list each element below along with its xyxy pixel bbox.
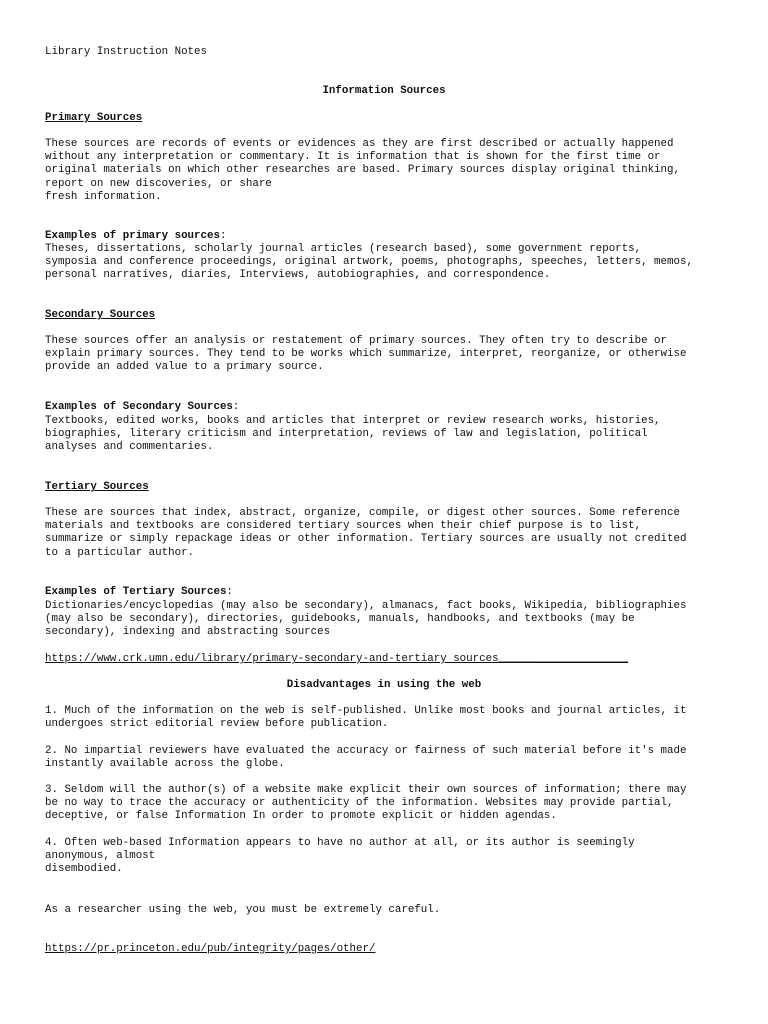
tertiary-examples-colon: : — [226, 586, 233, 598]
primary-examples-body: Theses, dissertations, scholarly journal articles (research based), some government reports, symposia and conference proceedings, original artwork, poems, photographs, speeches, letters, memos, personal narratives, diaries, Interviews, autobiographies, and correspondence. — [45, 243, 693, 282]
web-disadvantages-title: Disadvantages in using the web — [286, 679, 482, 691]
secondary-examples-label-text: Examples of Secondary Sources — [45, 401, 233, 413]
secondary-examples-label — [45, 401, 735, 414]
tertiary-examples-body: Dictionaries/encyclopedias (may also be secondary), almanacs, fact books, Wikipedia, bibliographies (may also be secondary), directories, guidebooks, manuals, handbooks, and textbooks (may be secondary), indexing and abstracting sources — [45, 600, 687, 639]
document-label: Library Instruction Notes — [45, 46, 207, 58]
secondary-examples-colon: : — [232, 401, 240, 413]
web-point-1: 1. Much of the information on the web is self-published. Unlike most books and journal articles, it undergoes strict editorial review before publication. — [45, 705, 687, 731]
tertiary-sources-body: These are sources that index, abstract, organize, compile, or digest other sources. Some reference materials and textbooks are considered tertiary sources when their chief purpose is to list, summarize or simply repackage ideas or other information. Tertiary sources are usually not credited to a particular author. — [45, 507, 687, 559]
source-link-umn[interactable]: https://www.crk.umn.edu/library/primary-secondary-and-tertiary sources____________________ — [45, 653, 629, 665]
web-point-3: 3. Seldom will the author(s) of a website make explicit their own sources of information; there may be no way to trace the accuracy or authenticity of the information. Websites may provide partial, deceptive, or false Information In order to promote explicit or hidden agendas. — [45, 784, 687, 823]
page-title: Information Sources — [322, 85, 446, 97]
secondary-examples-body: Textbooks, edited works, books and articles that interpret or review research works, histories, biographies, literary criticism and interpretation, reviews of law and legislation, political analyses and commentaries. — [45, 415, 661, 454]
secondary-sources-heading: Secondary Sources — [45, 309, 156, 321]
primary-sources-body: These sources are records of events or evidences as they are first described or actually happened without any interpretation or commentary. It is information that is shown for the first time or original materials on which other researches are based. Primary sources display original thinking, report on new discoveries, or share fresh information. — [45, 138, 680, 203]
primary-examples-colon: : — [219, 230, 227, 242]
primary-examples-label-text: Examples of primary sources — [45, 230, 220, 242]
primary-sources-heading: Primary Sources — [45, 112, 143, 124]
tertiary-examples-label-text: Examples of Tertiary Sources — [45, 586, 227, 598]
tertiary-examples-label — [45, 586, 735, 599]
tertiary-sources-heading: Tertiary Sources — [45, 481, 149, 493]
source-link-princeton[interactable]: https://pr.princeton.edu/pub/integrity/pages/other/ — [45, 943, 376, 955]
web-point-2: 2. No impartial reviewers have evaluated the accuracy or fairness of such material before it's made instantly available across the globe. — [45, 745, 687, 771]
web-point-4: 4. Often web-based Information appears to have no author at all, or its author is seemingly anonymous, almost disembodied. — [45, 837, 635, 876]
secondary-sources-body: These sources offer an analysis or restatement of primary sources. They often try to describe or explain primary sources. They tend to be works which summarize, interpret, reorganize, or otherwise provide an added value to a primary source. — [45, 335, 687, 374]
primary-examples-label — [45, 230, 735, 243]
researcher-caution: As a researcher using the web, you must be extremely careful. — [45, 904, 441, 916]
